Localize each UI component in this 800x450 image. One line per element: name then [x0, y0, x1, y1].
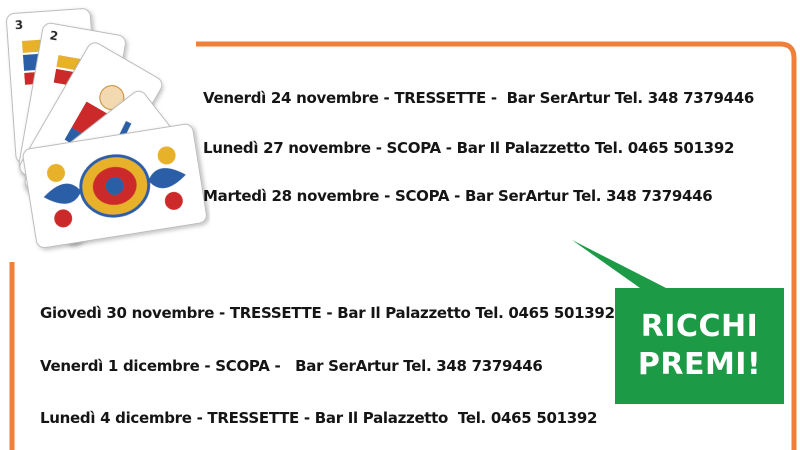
event-row: Lunedì 4 dicembre - TRESSETTE - Bar Il Palazzetto Tel. 0465 501392 [40, 409, 598, 427]
svg-text:2: 2 [48, 28, 60, 44]
event-place: Bar Il Palazzetto Tel. 0465 501392 [456, 139, 735, 157]
event-place: Bar SerArtur Tel. 348 7379446 [506, 89, 755, 107]
event-row: Venerdì 24 novembre - TRESSETTE - Bar SerArtur Tel. 348 7379446 [203, 89, 755, 107]
prize-line-2: PREMI! [637, 347, 762, 382]
event-place: Bar SerArtur Tel. 348 7379446 [295, 357, 543, 375]
event-game: SCOPA [386, 139, 441, 157]
event-date: Martedì 28 novembre [203, 187, 380, 205]
event-place: Bar Il Palazzetto Tel. 0465 501392 [337, 304, 615, 322]
event-game: TRESSETTE [229, 304, 322, 322]
event-date: Lunedì 4 dicembre [40, 409, 192, 427]
event-row: Giovedì 30 novembre - TRESSETTE - Bar Il Palazzetto Tel. 0465 501392 [40, 304, 615, 322]
event-row: Martedì 28 novembre - SCOPA - Bar SerArtur Tel. 348 7379446 [203, 187, 713, 205]
event-row: Lunedì 27 novembre - SCOPA - Bar Il Palazzetto Tel. 0465 501392 [203, 139, 735, 157]
event-place: Bar Il Palazzetto Tel. 0465 501392 [314, 409, 598, 427]
event-row: Venerdì 1 dicembre - SCOPA - Bar SerArtur Tel. 348 7379446 [40, 357, 543, 375]
svg-text:3: 3 [14, 17, 24, 33]
event-game: SCOPA [394, 187, 450, 205]
event-date: Lunedì 27 novembre [203, 139, 371, 157]
event-date: Venerdì 24 novembre [203, 89, 379, 107]
event-game: TRESSETTE [207, 409, 299, 427]
event-date: Giovedì 30 novembre [40, 304, 215, 322]
event-game: TRESSETTE [394, 89, 486, 107]
event-date: Venerdì 1 dicembre [40, 357, 200, 375]
event-game: SCOPA [215, 357, 270, 375]
prize-line-1: RICCHI [640, 309, 759, 344]
event-place: Bar SerArtur Tel. 348 7379446 [465, 187, 713, 205]
prize-badge [615, 288, 784, 404]
playing-cards-icon [0, 0, 210, 275]
